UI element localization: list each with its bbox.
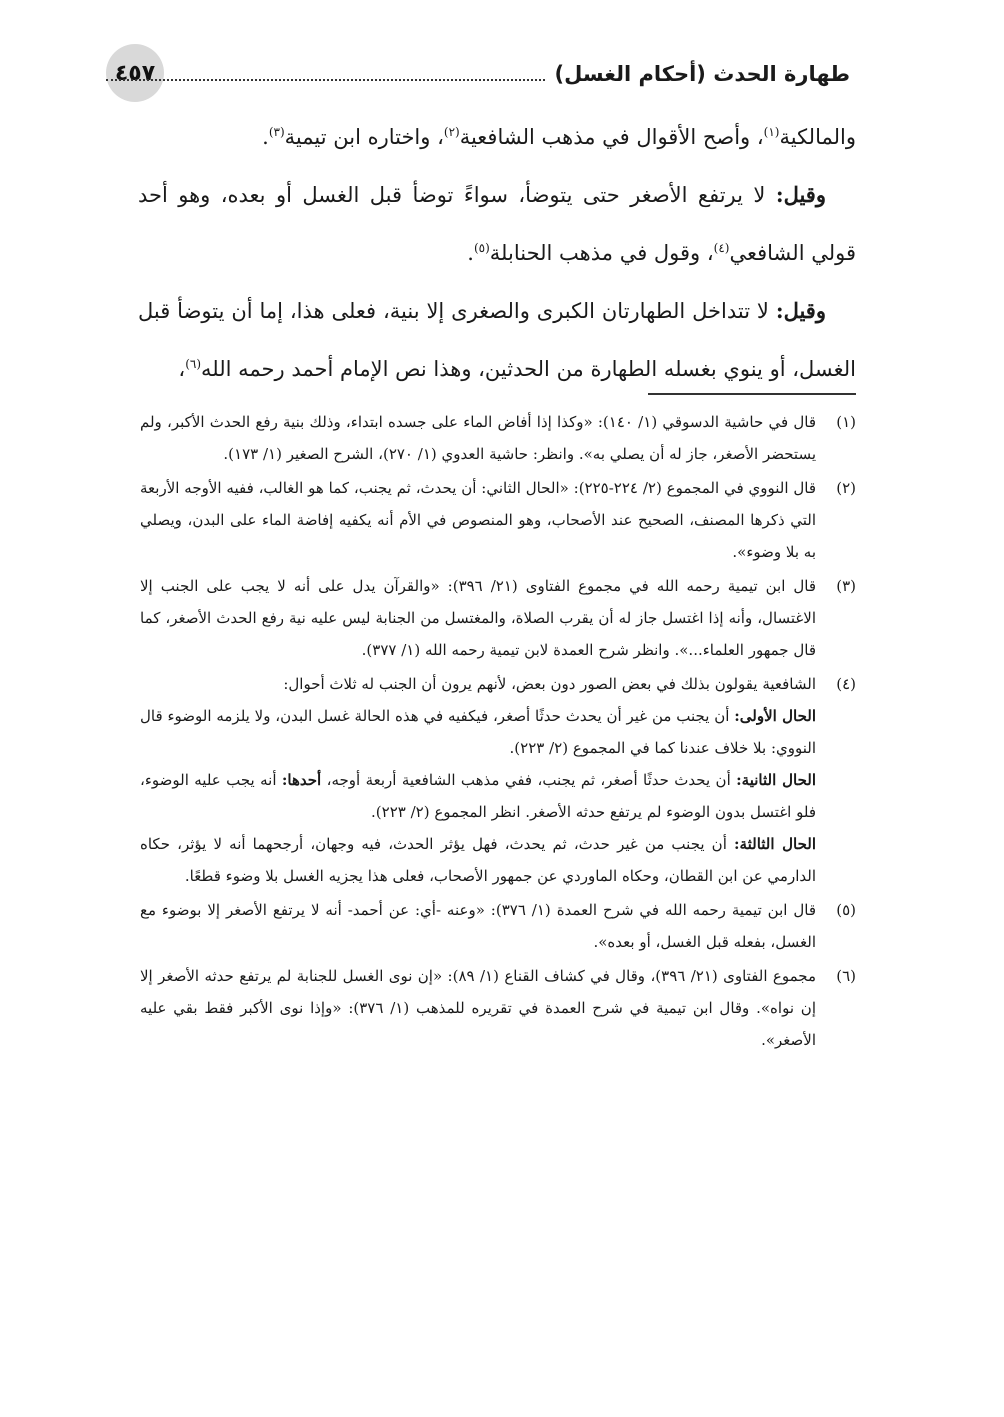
footnote-4-intro: الشافعية يقولون بذلك في بعض الصور دون بعض، لأنهم يرون أن الجنب له ثلاث أحوال:: [283, 675, 816, 693]
paragraph-1: والمالكية$^{(١)}$، وأصح الأقوال في مذهب الشافعية$^{(٢)}$، واختاره ابن تيمية$^{(٣)}$.: [262, 125, 856, 149]
footnotes: [140, 406, 856, 1058]
footnote-number: (١): [836, 413, 856, 431]
case-label: الحال الأولى:: [734, 707, 817, 725]
footnote-4: [140, 668, 856, 892]
footnote-number: (٣): [836, 577, 856, 595]
keyword-qila: وقيل:: [775, 182, 826, 207]
footnote-ref-1: (١): [763, 125, 780, 139]
paragraph-3: وقيل: لا تتداخل الطهارتان الكبرى والصغرى إلا بنية، فعلى هذا، إما أن يتوضأ قبل الغسل، أو ينوي بغسله الطهارة من الحدثين، وهذا نص الإمام أحمد رحمه الله$^{(٦)}$،: [138, 298, 856, 381]
footnote-3: [140, 570, 856, 666]
footnote-text: قال ابن تيمية رحمه الله في شرح العمدة (١/ ٣٧٦): «وعنه -أي: عن أحمد- أنه لا يرتفع الأصغر إلا بوضوء مع الغسل، بفعله قبل الغسل، أو بعده».: [140, 901, 817, 951]
footnote-text: قال في حاشية الدسوقي (١/ ١٤٠): «وكذا إذا أفاض الماء على جسده ابتداء، وذلك بنية رفع الحدث الأكبر، ولم يستحضر الأصغر، جاز له أن يصلي به». وانظر: حاشية العدوي (١/ ٢٧٠)، الشرح الصغير (١/ ١٧٣).: [140, 413, 816, 463]
page-number: ٤٥٧: [114, 60, 156, 86]
running-header: [100, 42, 854, 106]
header-title: طهارة الحدث (أحكام الغسل): [554, 62, 850, 86]
footnote-divider: [648, 393, 856, 395]
footnote-ref-6: (٦): [185, 357, 202, 371]
footnote-2: [140, 472, 856, 568]
paragraph-2: وقيل: لا يرتفع الأصغر حتى يتوضأ، سواءً توضأ قبل الغسل أو بعده، وهو أحد قولي الشافعي$^{(٤)}$، وقول في مذهب الحنابلة$^{(٥)}$.: [138, 182, 856, 265]
footnote-number: (٥): [836, 901, 856, 919]
header-dotted-leader: [106, 79, 545, 81]
case-label: الحال الثالثة:: [734, 835, 817, 853]
footnote-1: [140, 406, 856, 470]
footnote-6: [140, 960, 856, 1056]
footnote-text: قال النووي في المجموع (٢/ ٢٢٤-٢٢٥): «الحال الثاني: أن يحدث، ثم يجنب، كما هو الغالب، ففيه الأوجه الأربعة التي ذكرها المصنف، الصحيح عند الأصحاب، وهو المنصوص في الأم أنه يكفيه إفاضة الماء على البدن، ويصلي به بلا وضوء».: [140, 479, 816, 561]
footnote-text: قال ابن تيمية رحمه الله في مجموع الفتاوى (٢١/ ٣٩٦): «والقرآن يدل على أنه لا يجب على الجنب إلا الاغتسال، وأنه إذا اغتسل جاز له أن يقرب الصلاة، والمغتسل من الجنابة ليس عليه نية رفع الحدث الأصغر، كما قال جمهور العلماء...». وانظر شرح العمدة لابن تيمية رحمه الله (١/ ٣٧٧).: [140, 577, 816, 659]
footnote-5: [140, 894, 856, 958]
footnote-ref-2: (٢): [443, 125, 460, 139]
footnote-4-case-2: الحال الثانية: أن يحدث حدثًا أصغر، ثم يجنب، ففي مذهب الشافعية أربعة أوجه، أحدها: أنه يجب عليه الوضوء، فلو اغتسل بدون الوضوء لم يرتفع حدثه الأصغر. انظر المجموع (٢/ ٢٢٣).: [140, 771, 816, 821]
case-label: الحال الثانية:: [736, 771, 816, 789]
keyword-qila: وقيل:: [775, 298, 826, 323]
footnote-4-case-1: الحال الأولى: أن يجنب من غير أن يحدث حدثًا أصغر، فيكفيه في هذه الحالة غسل البدن، ولا يلزمه الوضوء قال النووي: بلا خلاف عندنا كما في المجموع (٢/ ٢٢٣).: [140, 707, 817, 757]
footnote-4-case-3: الحال الثالثة: أن يجنب من غير حدث، ثم يحدث، فهل يؤثر الحدث، فيه وجهان، أرجحهما أنه لا يؤثر، حكاه الدارمي عن ابن القطان، وحكاه الماوردي عن جمهور الأصحاب، فعلى هذا يجزيه الغسل بلا وضوء قطعًا.: [140, 835, 817, 885]
footnote-number: (٤): [836, 675, 856, 693]
footnote-number: (٢): [836, 479, 856, 497]
footnote-number: (٦): [836, 967, 856, 985]
footnote-ref-5: (٥): [473, 241, 490, 255]
footnote-ref-3: (٣): [268, 125, 285, 139]
footnote-text: مجموع الفتاوى (٢١/ ٣٩٦)، وقال في كشاف القناع (١/ ٨٩): «إن نوى الغسل للجنابة لم يرتفع حدثه الأصغر إلا إن نواه». وقال ابن تيمية في شرح العمدة في تقريره للمذهب (١/ ٣٧٦): «وإذا نوى الأكبر فقط بقي عليه الأصغر».: [140, 967, 817, 1049]
footnote-ref-4: (٤): [713, 241, 730, 255]
main-text: [138, 108, 856, 398]
